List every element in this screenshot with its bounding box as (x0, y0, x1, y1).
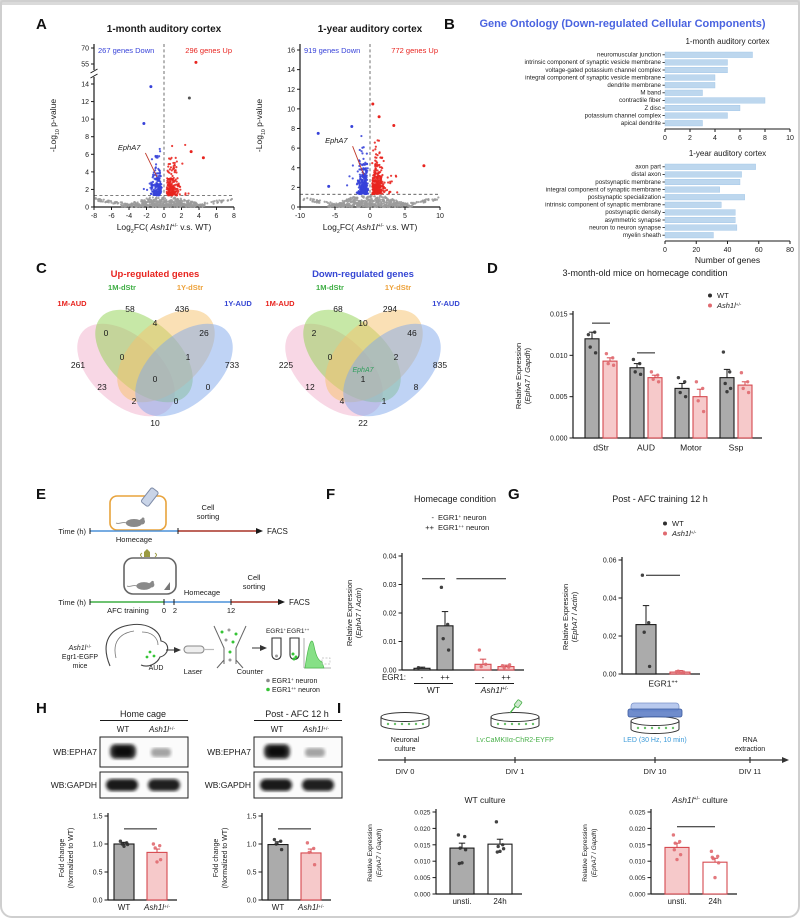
svg-text:RNA: RNA (742, 737, 758, 744)
svg-text:70: 70 (81, 45, 89, 53)
svg-text:0: 0 (205, 382, 211, 392)
svg-text:neuron to neuron synapse: neuron to neuron synapse (589, 224, 661, 232)
svg-text:Ash1l+/-: Ash1l+/- (717, 301, 742, 310)
panel-a-label: A (36, 16, 47, 33)
svg-text:6: 6 (214, 213, 219, 220)
svg-text:culture: culture (394, 746, 416, 753)
svg-text:0: 0 (327, 352, 333, 362)
facs-workflow-schematic (46, 490, 331, 704)
svg-text:Lv:CaMKIIα-ChR2-EYFP: Lv:CaMKIIα-ChR2-EYFP (476, 737, 554, 744)
svg-text:0.015: 0.015 (414, 842, 431, 850)
barchart-postafc-egr1 (530, 490, 795, 704)
svg-text:0.000: 0.000 (414, 891, 431, 899)
svg-text:5: 5 (403, 213, 407, 220)
venn-downregulated (258, 266, 463, 466)
svg-text:1.0: 1.0 (92, 841, 103, 849)
svg-text:0: 0 (161, 606, 167, 615)
svg-text:0: 0 (85, 204, 89, 212)
svg-text:unsti.: unsti. (667, 897, 687, 906)
svg-text:-4: -4 (125, 213, 133, 220)
svg-text:EGR1+ neuron: EGR1+ neuron (438, 513, 487, 522)
svg-text:mice: mice (72, 663, 88, 670)
svg-text:2: 2 (172, 606, 178, 615)
svg-text:1: 1 (185, 352, 191, 362)
svg-text:Relative Expression: Relative Expression (367, 824, 374, 882)
svg-text:apical dendrite: apical dendrite (620, 120, 661, 127)
svg-text:sorting: sorting (196, 512, 220, 521)
svg-text:8: 8 (85, 134, 89, 142)
svg-text:-10: -10 (294, 213, 306, 220)
svg-text:267 genes Down: 267 genes Down (98, 46, 155, 55)
svg-text:LED (30 Hz, 10 min): LED (30 Hz, 10 min) (623, 737, 687, 744)
svg-text:Relative Expression: Relative Expression (345, 579, 354, 647)
svg-text:AUD: AUD (637, 442, 655, 453)
svg-text:6: 6 (291, 145, 295, 153)
svg-text:772 genes Up: 772 genes Up (391, 46, 438, 55)
svg-text:neuromuscular junction: neuromuscular junction (597, 51, 661, 59)
svg-text:40: 40 (723, 247, 732, 254)
barchart-homecage-egr1 (330, 490, 555, 704)
svg-text:Number of genes: Number of genes (694, 255, 761, 265)
svg-text:WT: WT (672, 519, 684, 528)
svg-text:1M-dStr: 1M-dStr (316, 283, 344, 292)
svg-text:0.000: 0.000 (629, 891, 646, 899)
svg-text:6: 6 (85, 151, 89, 159)
svg-text:WT: WT (717, 291, 729, 300)
svg-text:distal axon: distal axon (631, 171, 661, 179)
go-barchart-1-month (450, 34, 795, 146)
svg-text:0.02: 0.02 (382, 610, 397, 618)
svg-text:436: 436 (174, 304, 190, 314)
svg-text:DIV 10: DIV 10 (643, 767, 667, 776)
svg-text:extraction: extraction (734, 746, 766, 753)
svg-text:(Normalized to WT): (Normalized to WT) (68, 827, 75, 889)
svg-text:1-month auditory cortex: 1-month auditory cortex (685, 37, 770, 46)
svg-text:0: 0 (368, 213, 372, 220)
svg-text:1-year auditory cortex: 1-year auditory cortex (317, 24, 423, 35)
svg-text:0.00: 0.00 (602, 671, 617, 679)
svg-text:1: 1 (360, 374, 366, 384)
barchart-wt-culture (360, 794, 565, 914)
svg-text:46: 46 (407, 328, 417, 338)
svg-text:1M-AUD: 1M-AUD (265, 299, 295, 308)
panel-h-label: H (36, 700, 47, 717)
svg-text:0.005: 0.005 (629, 875, 646, 883)
svg-text:++: ++ (440, 673, 450, 682)
svg-text:0.5: 0.5 (92, 869, 103, 877)
svg-text:0.010: 0.010 (549, 352, 568, 360)
svg-text:0.015: 0.015 (549, 311, 568, 319)
svg-text:2: 2 (688, 135, 692, 142)
svg-text:1-year auditory cortex: 1-year auditory cortex (688, 149, 767, 158)
svg-text:WT culture: WT culture (464, 795, 506, 805)
svg-text:Z disc: Z disc (644, 104, 661, 112)
svg-text:8: 8 (232, 213, 236, 220)
svg-text:Up-regulated genes: Up-regulated genes (110, 269, 200, 280)
page-top-border (0, 0, 800, 5)
svg-text:12: 12 (305, 382, 315, 392)
svg-text:Relative Expression: Relative Expression (582, 824, 589, 882)
svg-text:0.04: 0.04 (602, 595, 617, 603)
svg-text:23: 23 (97, 382, 107, 392)
svg-text:0: 0 (663, 247, 667, 254)
svg-text:Homecage: Homecage (115, 535, 153, 544)
svg-text:10: 10 (358, 318, 368, 328)
svg-text:EGR1++: EGR1++ (286, 626, 310, 635)
svg-text:WT: WT (116, 725, 130, 734)
panel-c-label: C (36, 260, 47, 277)
svg-text:EGR1+: EGR1+ (265, 626, 287, 635)
svg-text:3-month-old mice on homecage c: 3-month-old mice on homecage condition (562, 268, 728, 278)
svg-text:261: 261 (70, 360, 86, 370)
svg-text:Motor: Motor (680, 442, 702, 453)
svg-text:(EphA7 / Actin): (EphA7 / Actin) (570, 591, 579, 643)
svg-text:Relative Expression: Relative Expression (561, 583, 570, 651)
svg-text:4: 4 (197, 213, 201, 220)
svg-text:296 genes Up: 296 genes Up (185, 46, 232, 55)
svg-text:M band: M band (640, 89, 661, 97)
svg-text:0.0: 0.0 (246, 897, 257, 905)
svg-text:0: 0 (119, 352, 125, 362)
svg-text:4: 4 (85, 169, 89, 177)
svg-text:8: 8 (291, 126, 295, 133)
svg-text:-: - (431, 513, 434, 522)
svg-text:Ash1l+/-: Ash1l+/- (303, 725, 329, 734)
svg-text:0.025: 0.025 (629, 809, 646, 817)
svg-text:24h: 24h (708, 897, 722, 906)
svg-text:0.010: 0.010 (629, 858, 646, 866)
svg-text:Post - AFC training 12 h: Post - AFC training 12 h (612, 494, 708, 504)
svg-text:24h: 24h (493, 897, 507, 906)
svg-text:294: 294 (382, 304, 398, 314)
svg-text:8: 8 (763, 135, 767, 142)
svg-text:0: 0 (152, 374, 158, 384)
svg-text:DIV 1: DIV 1 (505, 767, 525, 776)
svg-text:Homecage: Homecage (183, 588, 221, 597)
svg-text:0: 0 (162, 213, 166, 220)
svg-text:postsynaptic membrane: postsynaptic membrane (595, 178, 661, 186)
svg-text:-Log10 p-value: -Log$_{10}$ p-value (254, 98, 267, 153)
svg-text:0.000: 0.000 (549, 435, 568, 443)
svg-text:1M-AUD: 1M-AUD (57, 299, 87, 308)
svg-text:dStr: dStr (593, 442, 609, 453)
svg-text:0.0: 0.0 (92, 897, 103, 905)
svg-text:919 genes Down: 919 genes Down (304, 46, 361, 55)
svg-text:1.0: 1.0 (246, 841, 257, 849)
svg-text:1M-dStr: 1M-dStr (108, 283, 136, 292)
svg-text:DIV 0: DIV 0 (395, 767, 415, 776)
panel-i-label: I (337, 700, 342, 717)
svg-text:0.5: 0.5 (246, 869, 257, 877)
svg-text:EGR1++: EGR1++ (648, 678, 678, 689)
svg-text:WB:GAPDH: WB:GAPDH (50, 780, 97, 790)
svg-text:EphA7: EphA7 (117, 142, 141, 152)
svg-text:AUD: AUD (148, 665, 164, 672)
panel-d-label: D (487, 260, 498, 277)
svg-text:2: 2 (85, 186, 89, 194)
svg-text:Fold change: Fold change (213, 838, 220, 878)
westernblot-homecage (48, 706, 198, 918)
barchart-homecage-regions (495, 262, 795, 474)
svg-text:10: 10 (81, 116, 89, 124)
svg-text:16: 16 (287, 47, 295, 55)
svg-text:Log2FC( Ash1l+/- v.s. WT): Log$_2$FC( Ash1l+/- v.s. WT) (322, 222, 418, 235)
go-barchart-1-year (450, 146, 795, 268)
svg-text:26: 26 (199, 328, 209, 338)
svg-text:0.02: 0.02 (602, 633, 617, 641)
svg-text:0.020: 0.020 (414, 825, 431, 833)
venn-upregulated (50, 266, 255, 466)
svg-text:0: 0 (663, 135, 667, 142)
svg-text:EGR1++ neuron: EGR1++ neuron (438, 523, 490, 532)
svg-text:Fold change: Fold change (59, 838, 66, 878)
svg-text:1: 1 (381, 396, 387, 406)
svg-text:1Y-dStr: 1Y-dStr (176, 283, 204, 292)
svg-text:WB:EPHA7: WB:EPHA7 (207, 747, 251, 757)
svg-text:Laser: Laser (183, 667, 203, 676)
svg-text:0: 0 (291, 204, 295, 212)
panel-e-label: E (36, 486, 47, 503)
barchart-ash1l-culture (575, 794, 790, 914)
panel-b-label: B (444, 16, 455, 33)
svg-text:1-month auditory cortex: 1-month auditory cortex (106, 24, 222, 35)
svg-text:EGR1:: EGR1: (381, 673, 406, 682)
svg-text:++: ++ (501, 673, 511, 682)
svg-text:-6: -6 (108, 213, 115, 220)
svg-text:(EphA7 / Gapdh): (EphA7 / Gapdh) (523, 347, 532, 405)
svg-text:myelin sheath: myelin sheath (622, 232, 661, 239)
svg-text:0.00: 0.00 (382, 667, 397, 675)
svg-text:Cell: Cell (201, 503, 215, 512)
svg-text:0.020: 0.020 (629, 825, 646, 833)
svg-text:Down-regulated genes: Down-regulated genes (312, 269, 414, 280)
svg-text:1Y-AUD: 1Y-AUD (224, 299, 252, 308)
svg-text:2: 2 (311, 328, 317, 338)
svg-text:-: - (420, 673, 424, 682)
westernblot-postafc (202, 706, 352, 918)
svg-text:Time (h): Time (h) (58, 598, 86, 607)
svg-text:10: 10 (436, 213, 444, 220)
svg-text:2: 2 (393, 352, 399, 362)
svg-text:0.01: 0.01 (382, 639, 397, 646)
svg-text:Relative Expression: Relative Expression (514, 342, 523, 410)
svg-text:1Y-AUD: 1Y-AUD (432, 299, 460, 308)
svg-text:FACS: FACS (267, 527, 288, 536)
svg-text:58: 58 (125, 304, 135, 314)
svg-text:0.025: 0.025 (414, 809, 431, 817)
svg-text:68: 68 (333, 304, 343, 314)
svg-text:integral component of synaptic: integral component of synaptic membrane (545, 186, 661, 194)
svg-text:Cell: Cell (247, 573, 261, 582)
culture-timeline-schematic (350, 702, 795, 794)
svg-text:Post - AFC 12 h: Post - AFC 12 h (265, 709, 329, 719)
svg-text:0: 0 (103, 328, 109, 338)
svg-text:80: 80 (786, 247, 794, 254)
svg-text:Time (h): Time (h) (58, 527, 86, 536)
svg-text:1Y-dStr: 1Y-dStr (384, 283, 412, 292)
svg-text:12: 12 (287, 86, 295, 94)
svg-text:0.03: 0.03 (382, 582, 397, 589)
svg-text:DIV 11: DIV 11 (738, 767, 762, 776)
volcano-plot-1-month (42, 20, 242, 252)
volcano-plot-1-year (248, 20, 448, 252)
svg-text:Ash1l+/-: Ash1l+/- (144, 903, 170, 912)
svg-text:1.5: 1.5 (246, 813, 257, 821)
svg-text:Ash1l+/-: Ash1l+/- (672, 529, 697, 538)
svg-text:voltage-gated potassium channe: voltage-gated potassium channel complex (545, 66, 661, 74)
svg-text:0.010: 0.010 (414, 858, 431, 866)
svg-text:6: 6 (738, 135, 742, 142)
svg-text:Counter: Counter (236, 667, 264, 676)
svg-text:intrinsic component of synapti: intrinsic component of synaptic vesicle membrane (524, 59, 661, 67)
svg-text:Ash1l+/-: Ash1l+/- (480, 685, 509, 695)
svg-text:Log2FC( Ash1l+/- v.s. WT): Log$_2$FC( Ash1l+/- v.s. WT) (116, 222, 212, 235)
svg-text:835: 835 (432, 360, 448, 370)
svg-text:EphA7: EphA7 (325, 136, 348, 146)
svg-text:8: 8 (413, 382, 419, 392)
svg-text:14: 14 (287, 67, 295, 75)
svg-text:EGR1++ neuron: EGR1++ neuron (272, 685, 320, 694)
svg-text:14: 14 (81, 81, 89, 89)
svg-text:contractile fiber: contractile fiber (619, 97, 661, 105)
svg-text:Homecage condition: Homecage condition (413, 494, 497, 504)
svg-text:-Log10 p-value: -Log$_{10}$ p-value (48, 98, 61, 153)
svg-text:(EphA7 / Gapdh): (EphA7 / Gapdh) (591, 828, 598, 878)
svg-text:(Normalized to WT): (Normalized to WT) (222, 827, 229, 889)
svg-text:WT: WT (270, 725, 284, 734)
svg-text:WT: WT (117, 903, 131, 912)
svg-text:0.06: 0.06 (602, 557, 617, 565)
svg-text:20: 20 (692, 247, 701, 254)
svg-text:WB:EPHA7: WB:EPHA7 (53, 747, 97, 757)
svg-text:225: 225 (278, 360, 294, 370)
svg-text:++: ++ (425, 523, 434, 532)
svg-text:4: 4 (291, 165, 295, 173)
svg-text:AFC training: AFC training (107, 606, 149, 615)
svg-text:potassium channel complex: potassium channel complex (584, 112, 661, 120)
svg-text:EphA7: EphA7 (352, 367, 374, 374)
svg-text:2: 2 (131, 396, 137, 406)
svg-text:-8: -8 (90, 213, 98, 220)
svg-text:dendrite membrane: dendrite membrane (607, 82, 661, 89)
svg-text:2: 2 (179, 213, 184, 220)
svg-text:Ash1l+/-: Ash1l+/- (298, 903, 324, 912)
svg-text:(EphA7 / Actin): (EphA7 / Actin) (354, 587, 363, 639)
svg-text:-2: -2 (143, 213, 150, 220)
svg-text:Neuronal: Neuronal (390, 737, 420, 744)
svg-text:Egr1-EGFP: Egr1-EGFP (61, 654, 99, 661)
svg-text:60: 60 (754, 247, 763, 254)
svg-text:sorting: sorting (242, 582, 266, 591)
svg-text:0.04: 0.04 (382, 553, 397, 561)
svg-text:Ssp: Ssp (728, 442, 744, 453)
svg-text:4: 4 (339, 396, 345, 406)
svg-text:0.005: 0.005 (414, 875, 431, 883)
svg-text:asymmetric synapse: asymmetric synapse (604, 216, 661, 224)
svg-text:FACS: FACS (289, 598, 310, 607)
panel-f-label: F (326, 486, 336, 503)
svg-text:(EphA7 / Gapdh): (EphA7 / Gapdh) (376, 828, 383, 878)
svg-text:4: 4 (152, 318, 158, 328)
svg-text:Ash1l+/-: Ash1l+/- (149, 725, 175, 734)
svg-text:22: 22 (358, 418, 368, 428)
svg-text:-5: -5 (331, 213, 339, 220)
svg-text:Ash1l+/-: Ash1l+/- (68, 643, 92, 652)
svg-text:12: 12 (81, 99, 89, 107)
svg-text:EGR1+ neuron: EGR1+ neuron (272, 676, 318, 685)
svg-text:1.5: 1.5 (92, 813, 103, 821)
gene-ontology-title: Gene Ontology (Down-regulated Cellular Components) (479, 18, 766, 30)
svg-text:0.015: 0.015 (629, 842, 646, 850)
svg-text:10: 10 (786, 135, 794, 142)
svg-text:intrinsic component of synapti: intrinsic component of synaptic membrane (545, 201, 661, 209)
svg-text:2: 2 (291, 184, 295, 192)
svg-text:unsti.: unsti. (452, 897, 472, 906)
svg-text:postsynaptic specialization: postsynaptic specialization (587, 194, 661, 201)
svg-text:WT: WT (271, 903, 285, 912)
svg-text:axon part: axon part (635, 163, 661, 171)
svg-text:-: - (481, 673, 485, 682)
svg-text:postsynaptic density: postsynaptic density (605, 209, 661, 217)
panel-g-label: G (508, 486, 520, 503)
svg-text:WT: WT (426, 685, 441, 695)
svg-text:10: 10 (150, 418, 160, 428)
svg-text:Home cage: Home cage (119, 709, 167, 719)
svg-text:0: 0 (173, 396, 179, 406)
svg-text:55: 55 (81, 61, 89, 69)
svg-text:733: 733 (224, 360, 240, 370)
svg-text:0.005: 0.005 (549, 394, 568, 402)
svg-text:WB:GAPDH: WB:GAPDH (204, 780, 251, 790)
svg-text:integral component of synaptic: integral component of synaptic vesicle membrane (525, 74, 661, 82)
svg-text:4: 4 (713, 135, 717, 142)
svg-text:12: 12 (226, 606, 236, 615)
svg-text:10: 10 (287, 106, 295, 114)
svg-text:Ash1l+/- culture: Ash1l+/- culture (672, 795, 728, 805)
